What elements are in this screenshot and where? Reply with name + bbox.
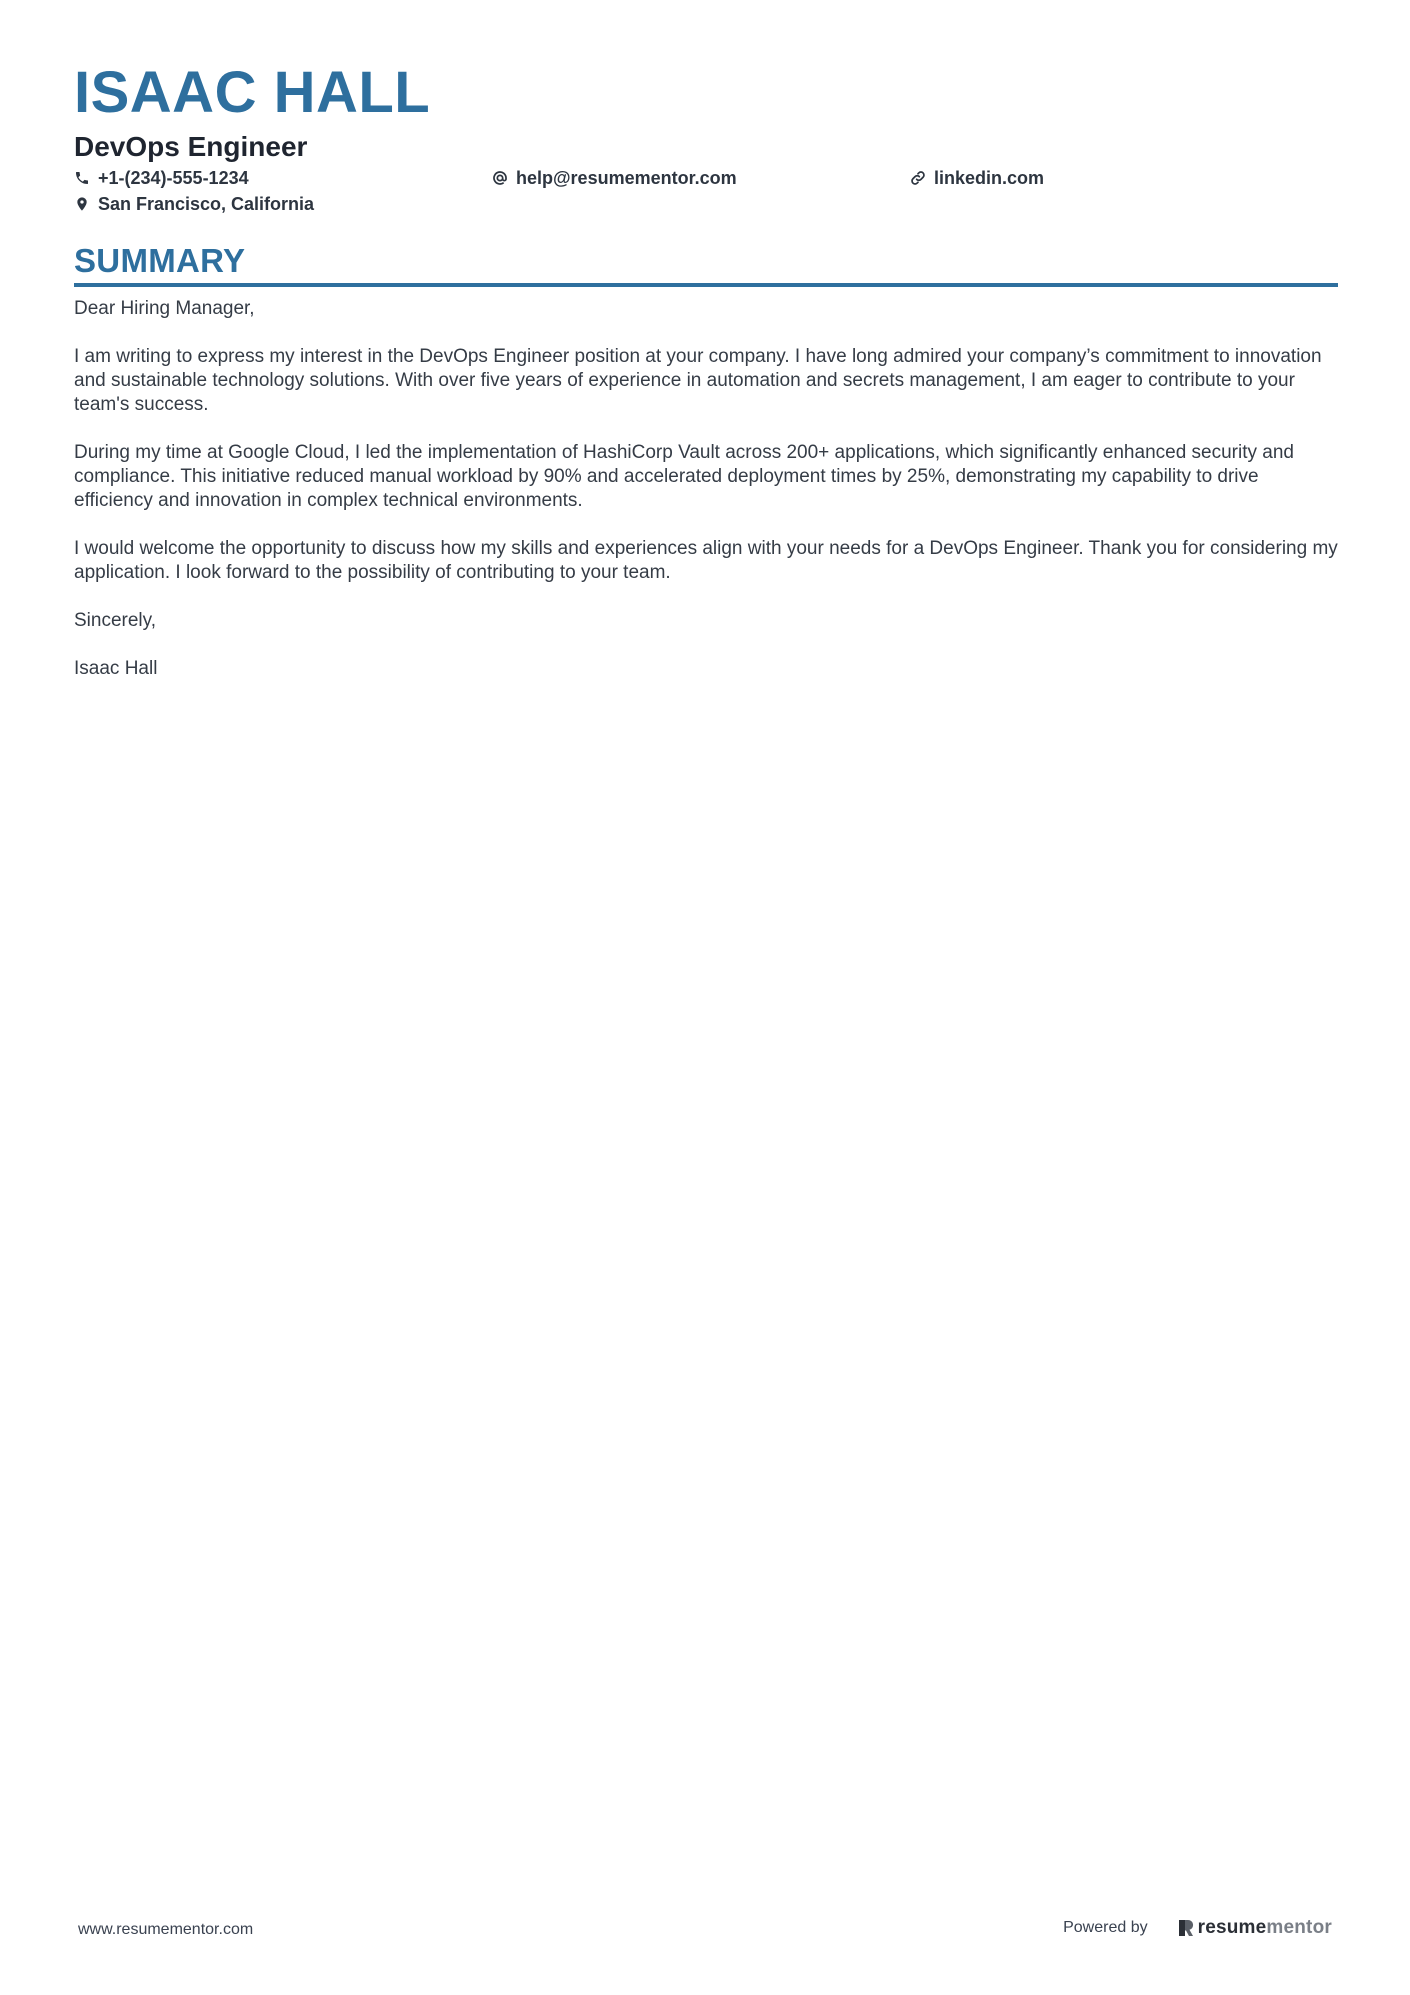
resumementor-logo[interactable] xyxy=(1178,1916,1332,1940)
brand-text-resume: resume xyxy=(1197,1917,1267,1938)
candidate-name: ISAAC HALL xyxy=(74,60,431,125)
linkedin-text[interactable]: linkedin.com xyxy=(934,168,1045,188)
contact-email[interactable] xyxy=(492,167,910,189)
paragraph-1: I am writing to express my interest in the DevOps Engineer position at your company. I have long admired your company’s commitment to innovation and sustainable technology solutions. With over five years of experience in automation and secrets management, I am eager to contribute to your team's success. xyxy=(74,346,1322,415)
section-divider xyxy=(74,283,1338,287)
contact-location xyxy=(74,193,492,215)
location-text: San Francisco, California xyxy=(98,194,315,214)
link-icon xyxy=(910,170,926,186)
footer-branding xyxy=(1063,1916,1332,1940)
phone-text: +1-(234)-555-1234 xyxy=(98,168,249,188)
summary-heading: SUMMARY xyxy=(74,242,246,279)
closing: Sincerely, xyxy=(74,610,157,631)
letter-body xyxy=(74,297,1338,681)
footer-website[interactable]: www.resumementor.com xyxy=(78,1921,254,1938)
map-pin-icon xyxy=(74,196,90,212)
contact-phone xyxy=(74,167,492,189)
paragraph-2: During my time at Google Cloud, I led the implementation of HashiCorp Vault across 200+ applications, which significantly enhanced security and compliance. This initiative reduced manual workload by 90% and accelerated deployment times by 25%, demonstrating my capability to drive efficiency and innovation in complex technical environments. xyxy=(74,442,1294,511)
at-icon xyxy=(492,170,508,186)
greeting: Dear Hiring Manager, xyxy=(74,298,255,319)
job-title: DevOps Engineer xyxy=(74,131,308,162)
resumementor-logo-icon xyxy=(1178,1918,1194,1938)
contact-info xyxy=(74,167,1338,215)
brand-text-mentor: mentor xyxy=(1266,1917,1332,1938)
phone-icon xyxy=(74,170,90,186)
email-text[interactable]: help@resumementor.com xyxy=(516,168,737,188)
paragraph-3: I would welcome the opportunity to discuss how my skills and experiences align with your needs for a DevOps Engineer. Thank you for considering my application. I look forward to the possibility of contributing to your team. xyxy=(74,538,1338,583)
signature: Isaac Hall xyxy=(74,658,158,679)
contact-linkedin[interactable] xyxy=(910,167,1328,189)
cover-letter-page xyxy=(74,58,1338,705)
powered-by-label: Powered by xyxy=(1063,1919,1148,1936)
